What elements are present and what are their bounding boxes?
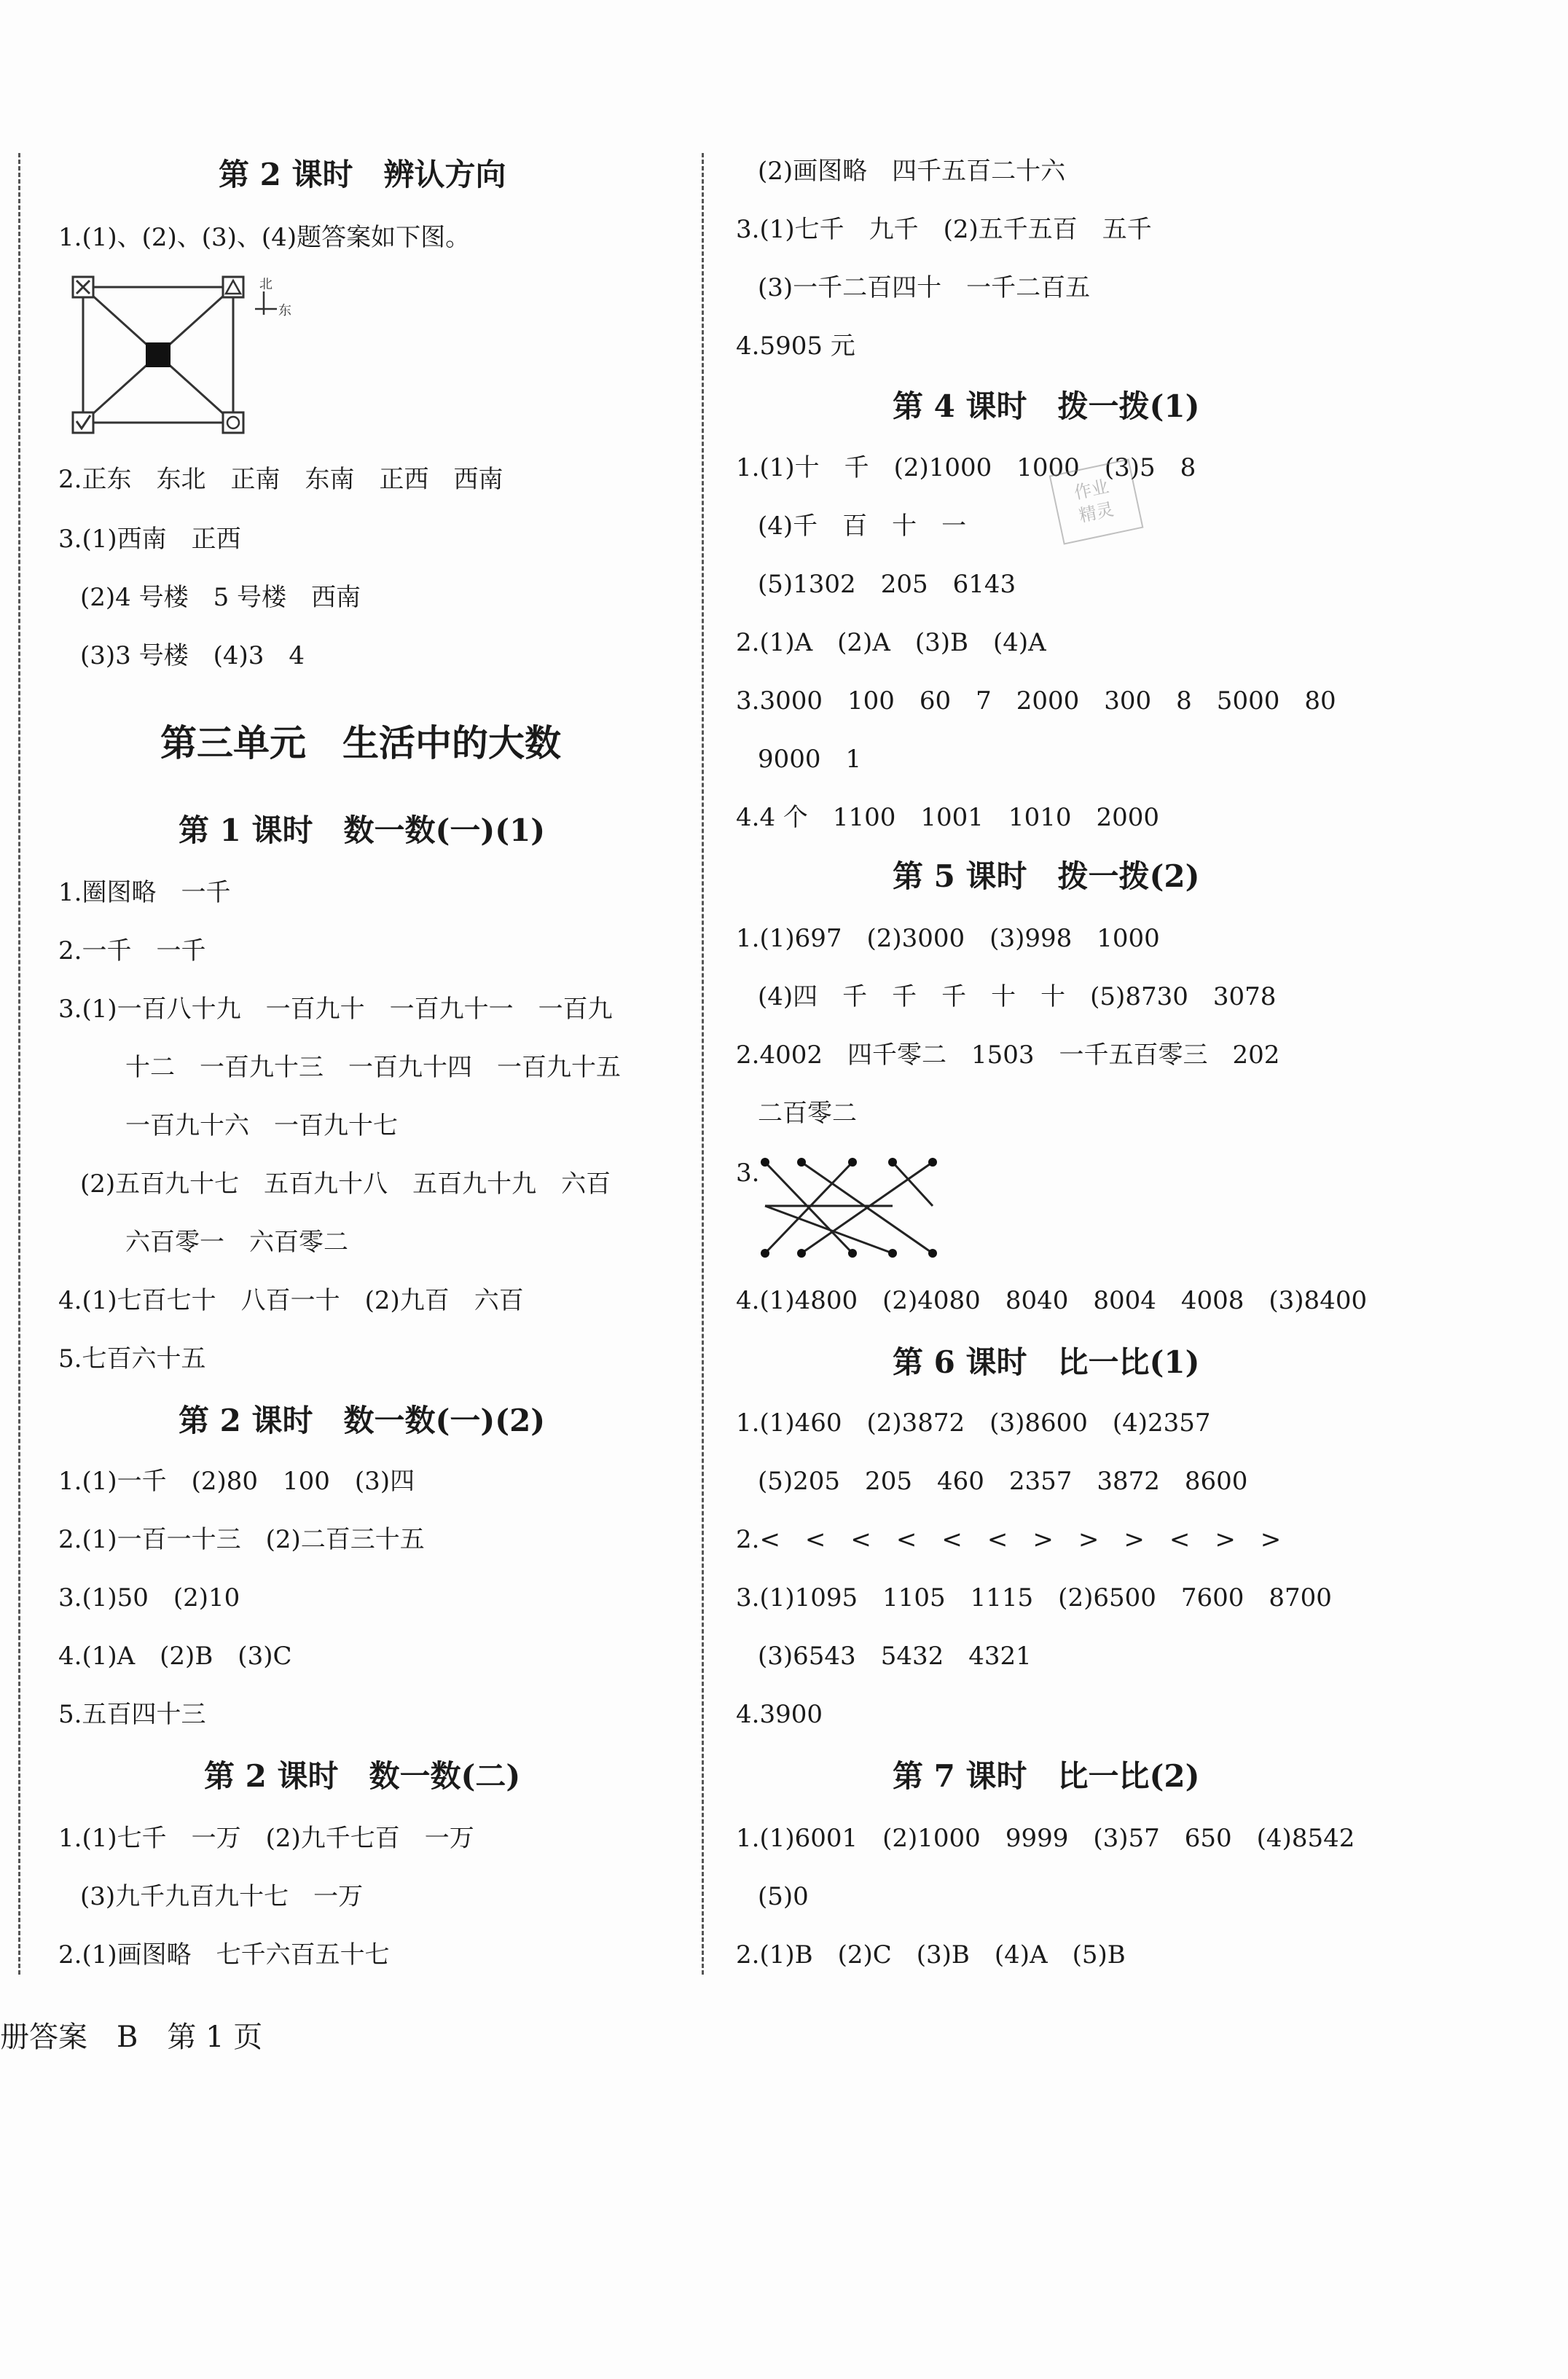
answer-line: 3.3000 100 60 7 2000 300 8 5000 80	[736, 686, 1336, 716]
match-dot	[928, 1158, 937, 1167]
answer-line: (5)205 205 460 2357 3872 8600	[758, 1467, 1248, 1496]
answer-line: (3)3 号楼 (4)3 4	[80, 641, 305, 670]
answer-line: 1.(1)6001 (2)1000 9999 (3)57 650 (4)8542	[736, 1824, 1355, 1853]
section-title: 第 5 课时 拨一拨(2)	[893, 858, 1200, 894]
answer-line: (5)0	[758, 1882, 809, 1911]
match-dot	[928, 1249, 937, 1258]
stamp-text: 作业	[1072, 476, 1111, 503]
answer-line: (4)千 百 十 一	[758, 512, 967, 541]
matching-lines-diagram	[758, 1155, 947, 1264]
answer-line: 十二 一百九十三 一百九十四 一百九十五	[125, 1053, 621, 1082]
answer-line: 4.4 个 1100 1001 1010 2000	[736, 803, 1159, 832]
answer-line: 2.< < < < < < > > > < > >	[736, 1525, 1282, 1554]
answer-line: (2)画图略 四千五百二十六	[758, 157, 1066, 186]
answer-line: 3.(1)1095 1105 1115 (2)6500 7600 8700	[736, 1583, 1332, 1612]
answer-line: 1.(1)七千 一万 (2)九千七百 一万	[58, 1824, 474, 1853]
direction-diagram	[73, 277, 306, 437]
answer-line: 1.(1)一千 (2)80 100 (3)四	[58, 1467, 415, 1496]
match-dot	[888, 1249, 897, 1258]
match-dot	[848, 1249, 857, 1258]
answer-line: 六百零一 六百零二	[125, 1228, 348, 1257]
answer-line: 3.	[736, 1159, 760, 1188]
match-dot	[761, 1249, 769, 1258]
answer-line: 4.5905 元	[736, 332, 855, 361]
answer-line: 4.(1)七百七十 八百一十 (2)九百 六百	[58, 1286, 524, 1315]
page-footer: 册答案 B 第 1 页	[0, 2021, 263, 2054]
answer-line: 一百九十六 一百九十七	[125, 1111, 398, 1140]
answer-line: 3.(1)一百八十九 一百九十 一百九十一 一百九	[58, 995, 613, 1024]
compass-north-label: 北	[259, 277, 273, 292]
answer-line: 4.3900	[736, 1700, 823, 1729]
section-title: 第 6 课时 比一比(1)	[893, 1344, 1200, 1380]
answer-line: (5)1302 205 6143	[758, 570, 1016, 599]
column-divider	[702, 153, 704, 1975]
answer-line: 1.(1)、(2)、(3)、(4)题答案如下图。	[58, 223, 471, 252]
answer-line: 1.(1)460 (2)3872 (3)8600 (4)2357	[736, 1408, 1211, 1438]
section-title: 第 1 课时 数一数(一)(1)	[179, 812, 546, 848]
answer-line: 2.4002 四千零二 1503 一千五百零三 202	[736, 1040, 1280, 1070]
answer-line: (3)九千九百九十七 一万	[80, 1882, 364, 1911]
stamp-text: 精灵	[1077, 498, 1116, 527]
answer-line: 2.正东 东北 正南 东南 正西 西南	[58, 465, 503, 494]
section-title: 第 4 课时 拨一拨(1)	[893, 388, 1200, 424]
section-title: 第 7 课时 比一比(2)	[893, 1758, 1200, 1794]
answer-line: (2)五百九十七 五百九十八 五百九十九 六百	[80, 1169, 611, 1199]
answer-line: 2.一千 一千	[58, 936, 206, 965]
match-line	[893, 1162, 933, 1206]
answer-line: 3.(1)西南 正西	[58, 525, 241, 554]
answer-line: 4.(1)A (2)B (3)C	[58, 1642, 292, 1671]
answer-line: 2.(1)画图略 七千六百五十七	[58, 1940, 390, 1970]
answer-line: 5.五百四十三	[58, 1700, 206, 1729]
unit-title: 第三单元 生活中的大数	[160, 721, 561, 764]
match-dot	[761, 1158, 769, 1167]
answer-line: (2)4 号楼 5 号楼 西南	[80, 583, 361, 612]
answer-line: 2.(1)B (2)C (3)B (4)A (5)B	[736, 1940, 1126, 1970]
answer-line: 2.(1)A (2)A (3)B (4)A	[736, 628, 1046, 657]
compass-east-label: 东	[278, 303, 291, 318]
left-margin-rule	[18, 153, 20, 1975]
answer-line: 1.(1)十 千 (2)1000 1000 (3)5 8	[736, 453, 1196, 482]
answer-line: 1.(1)697 (2)3000 (3)998 1000	[736, 924, 1160, 953]
answer-line: 1.圈图略 一千	[58, 878, 231, 907]
answer-line: (4)四 千 千 千 十 十 (5)8730 3078	[758, 982, 1277, 1011]
answer-line: (3)6543 5432 4321	[758, 1642, 1032, 1671]
corner-box	[223, 412, 243, 433]
answer-line: 3.(1)50 (2)10	[58, 1583, 240, 1612]
match-dot	[797, 1158, 806, 1167]
answer-line: (3)一千二百四十 一千二百五	[758, 273, 1091, 302]
match-dot	[848, 1158, 857, 1167]
answer-line: 9000 1	[758, 745, 862, 774]
match-dot	[888, 1158, 897, 1167]
answer-line: 5.七百六十五	[58, 1344, 206, 1373]
watermark-stamp	[1049, 459, 1151, 546]
answer-line: 4.(1)4800 (2)4080 8040 8004 4008 (3)8400	[736, 1286, 1368, 1315]
answer-line: 3.(1)七千 九千 (2)五千五百 五千	[736, 215, 1152, 244]
section-title-direction: 第 2 课时 辨认方向	[219, 157, 506, 192]
section-title: 第 2 课时 数一数(二)	[204, 1758, 521, 1794]
match-dot	[797, 1249, 806, 1258]
center-square-icon	[146, 342, 170, 367]
section-title: 第 2 课时 数一数(一)(2)	[179, 1403, 546, 1438]
answer-line: 2.(1)一百一十三 (2)二百三十五	[58, 1525, 425, 1554]
answer-line: 二百零二	[758, 1099, 857, 1128]
